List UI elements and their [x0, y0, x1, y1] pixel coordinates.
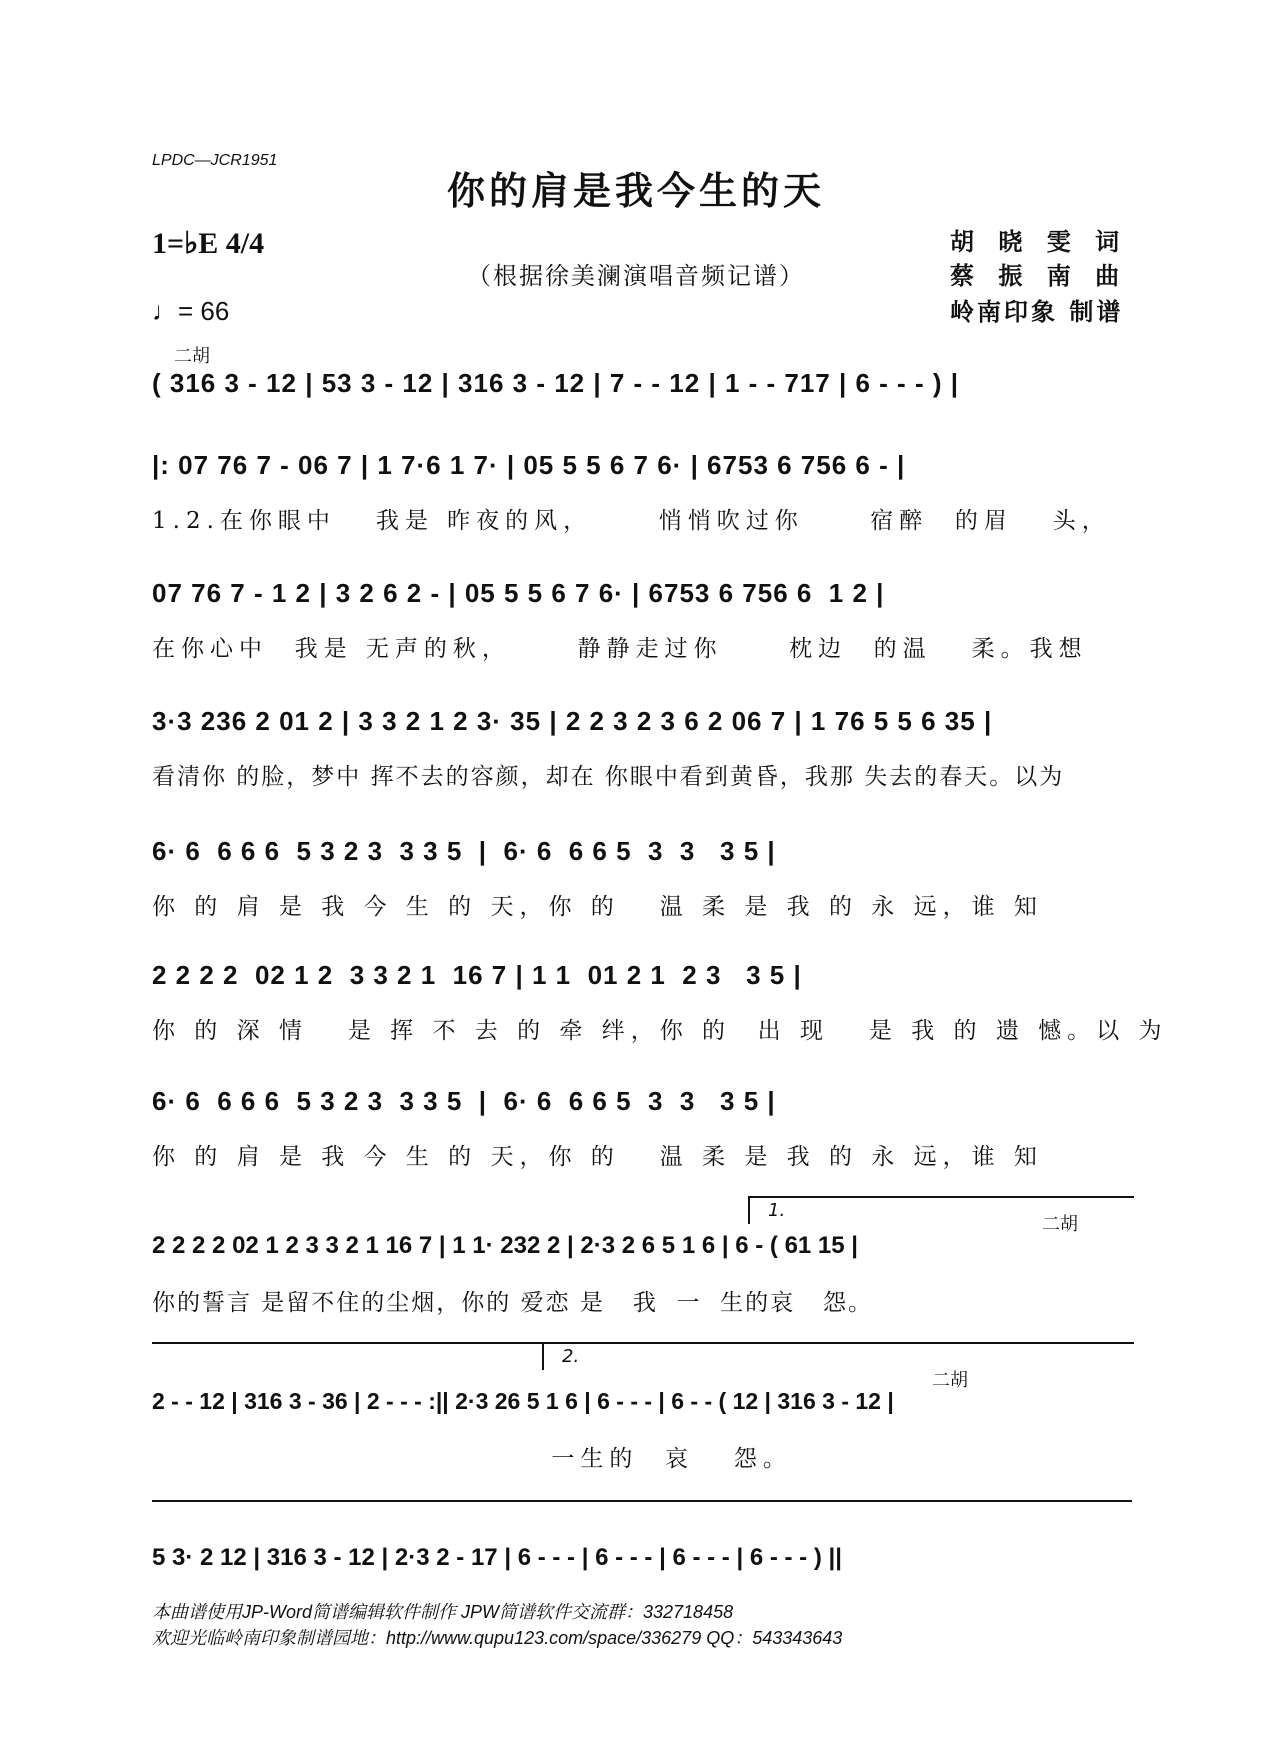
lyrics-line: 看清你 的脸，梦中 挥不去的容颜，却在 你眼中看到黄昏，我那 失去的春天。以为	[152, 764, 1065, 790]
volta-line	[152, 1500, 1132, 1502]
notation-line: 07 76 7 - 1 2 | 3 2 6 2 - | 05 5 5 6 7 6· | 6753 6 756 6 1 2 |	[152, 578, 885, 608]
lyrics-line: 一生的 哀 怨。	[152, 1446, 792, 1472]
notation-line: 2 2 2 2 02 1 2 3 3 2 1 16 7 | 1 1 01 2 1 2 3 3 5 |	[152, 960, 802, 990]
arranger-credit: 岭南印象 制谱	[950, 297, 1124, 326]
tempo-marking: ♩= 66	[152, 296, 230, 326]
volta-number: 2.	[562, 1346, 580, 1367]
lyrics-line: 你 的 肩 是 我 今 生 的 天，你 的 温 柔 是 我 的 永 远，谁 知	[152, 894, 1043, 920]
composer-credit: 蔡 振 南 曲	[950, 261, 1128, 290]
score-code: LPDC—JCR1951	[152, 152, 278, 169]
page-title: 你的肩是我今生的天	[446, 168, 825, 213]
notation-line: 5 3· 2 12 | 316 3 - 12 | 2·3 2 - 17 | 6 - - - | 6 - - - | 6 - - - | 6 - - - ) ||	[152, 1544, 842, 1571]
subtitle: （根据徐美澜演唱音频记谱）	[467, 262, 805, 290]
volta-number: 1.	[768, 1200, 786, 1221]
footer-line: 欢迎光临岭南印象制谱园地：http://www.qupu123.com/space/336279 QQ：543343643	[152, 1628, 843, 1648]
lyrics-line: 你 的 肩 是 我 今 生 的 天，你 的 温 柔 是 我 的 永 远，谁 知	[152, 1144, 1043, 1170]
footer-line: 本曲谱使用JP-Word简谱编辑软件制作 JPW简谱软件交流群：332718458	[152, 1602, 734, 1622]
notation-line: 6· 6 6 6 6 5 3 2 3 3 3 5 | 6· 6 6 6 5 3 3 3 5 |	[152, 836, 776, 866]
notation-line: 6· 6 6 6 6 5 3 2 3 3 3 5 | 6· 6 6 6 5 3 3 3 5 |	[152, 1086, 776, 1116]
notation-line: ( 316 3 - 12 | 53 3 - 12 | 316 3 - 12 | 7 - - 12 | 1 - - 717 | 6 - - - ) |	[152, 368, 959, 398]
lyrics-line: 你 的 深 情 是 挥 不 去 的 牵 绊，你 的 出 现 是 我 的 遗 憾。以 为	[152, 1018, 1168, 1044]
notation-line: 2 - - 12 | 316 3 - 36 | 2 - - - :|| 2·3 26 5 1 6 | 6 - - - | 6 - - ( 12 | 316 3 - 12 |	[152, 1388, 894, 1414]
notation-line: 3·3 236 2 01 2 | 3 3 2 1 2 3· 35 | 2 2 3 2 3 6 2 06 7 | 1 76 5 5 6 35 |	[152, 706, 993, 736]
lyrics-line: 1.2.在你眼中 我是 昨夜的风， 悄悄吹过你 宿醉 的眉 头，	[152, 508, 1111, 534]
lyrics-line: 在你心中 我是 无声的秋， 静静走过你 枕边 的温 柔。我想	[152, 636, 1088, 662]
instrument-label: 二胡	[174, 346, 210, 367]
lyrics-line: 你的誓言 是留不住的尘烟，你的 爱恋 是 我 一 生的哀 怨。	[152, 1290, 874, 1316]
key-signature: 1=♭E 4/4	[152, 227, 265, 260]
lyricist-credit: 胡 晓 雯 词	[950, 227, 1128, 256]
instrument-label: 二胡	[932, 1370, 968, 1391]
instrument-label: 二胡	[1042, 1214, 1078, 1235]
volta-bracket	[542, 1342, 1134, 1370]
notation-line: |: 07 76 7 - 06 7 | 1 7·6 1 7· | 05 5 5 6 7 6· | 6753 6 756 6 - |	[152, 450, 906, 480]
notation-line: 2 2 2 2 02 1 2 3 3 2 1 16 7 | 1 1· 232 2 | 2·3 2 6 5 1 6 | 6 - ( 61 15 |	[152, 1232, 859, 1259]
